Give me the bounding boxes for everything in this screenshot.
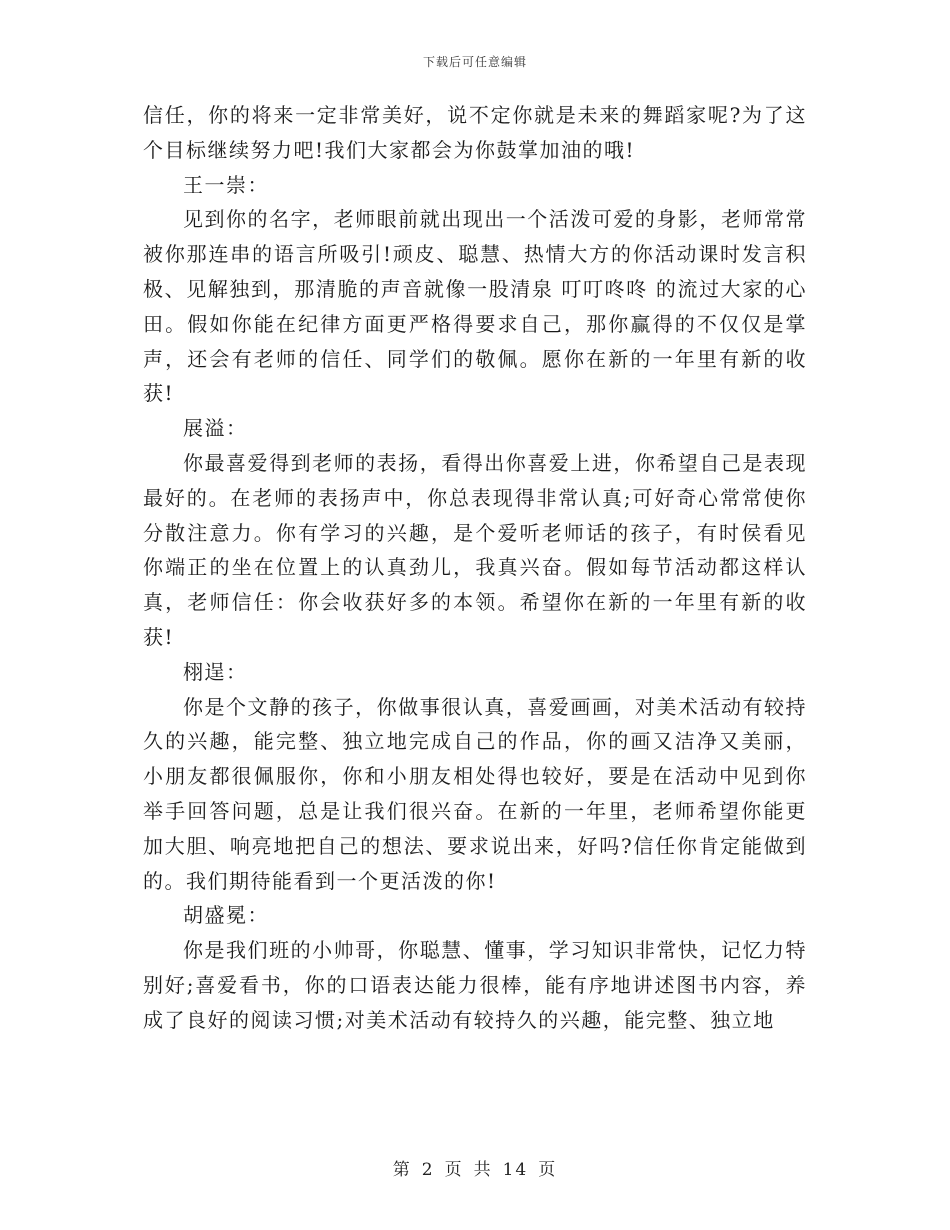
page-footer [0, 1155, 950, 1180]
student-name-heading: 胡盛冕： [183, 903, 269, 928]
intro-paragraph: 信任，你的将来一定非常美好，说不定你就是未来的舞蹈家呢?为了这个目标继续努力吧!我们大家都会为你鼓掌加油的哦! [143, 103, 807, 162]
footer-total-word: 共 [473, 1160, 493, 1180]
student-name-heading: 王一崇： [183, 172, 269, 197]
teacher-comment-paragraph: 你最喜爱得到老师的表扬，看得出你喜爱上进，你希望自己是表现最好的。在老师的表扬声中，你总表现得非常认真;可好奇心常常使你分散注意力。你有学习的兴趣，是个爱听老师话的孩子，有时侯看见你端正的坐在位置上的认真劲儿，我真兴奋。假如每节活动都这样认真，老师信任：你会收获好多的本领。希望你在新的一年里有新的收获! [143, 450, 807, 649]
student-name-heading: 栩逞： [183, 659, 248, 684]
footer-current-page: 2 [421, 1160, 435, 1180]
footer-total-pages: 14 [502, 1160, 529, 1180]
teacher-comment-paragraph: 你是个文静的孩子，你做事很认真，喜爱画画，对美术活动有较持久的兴趣，能完整、独立地完成自己的作品，你的画又洁净又美丽，小朋友都很佩服你，你和小朋友相处得也较好，要是在活动中见到你举手回答问题，总是让我们很兴奋。在新的一年里，老师希望你能更加大胆、响亮地把自己的想法、要求说出来，好吗?信任你肯定能做到的。我们期待能看到一个更活泼的你! [143, 694, 807, 893]
teacher-comment-paragraph: 见到你的名字，老师眼前就出现出一个活泼可爱的身影，老师常常被你那连串的语言所吸引!顽皮、聪慧、热情大方的你活动课时发言积极、见解独到，那清脆的声音就像一股清泉 叮叮咚咚 的流过大家的心田。假如你能在纪律方面更严格得要求自己，那你赢得的不仅仅是掌声，还会有老师的信任、同学们的敬佩。愿你在新的一年里有新的收获! [143, 207, 807, 406]
teacher-comment-paragraph: 你是我们班的小帅哥，你聪慧、懂事，学习知识非常快，记忆力特别好;喜爱看书，你的口语表达能力很棒，能有序地讲述图书内容，养成了良好的阅读习惯;对美术活动有较持久的兴趣，能完整、独立地 [143, 938, 807, 1032]
footer-page-unit: 页 [444, 1160, 464, 1180]
footer-page-word: 第 [392, 1160, 412, 1180]
student-name-heading: 展溢： [183, 416, 248, 441]
document-body [143, 98, 807, 1038]
page-header: 下载后可任意编辑 [422, 55, 527, 69]
footer-total-unit: 页 [538, 1160, 558, 1180]
